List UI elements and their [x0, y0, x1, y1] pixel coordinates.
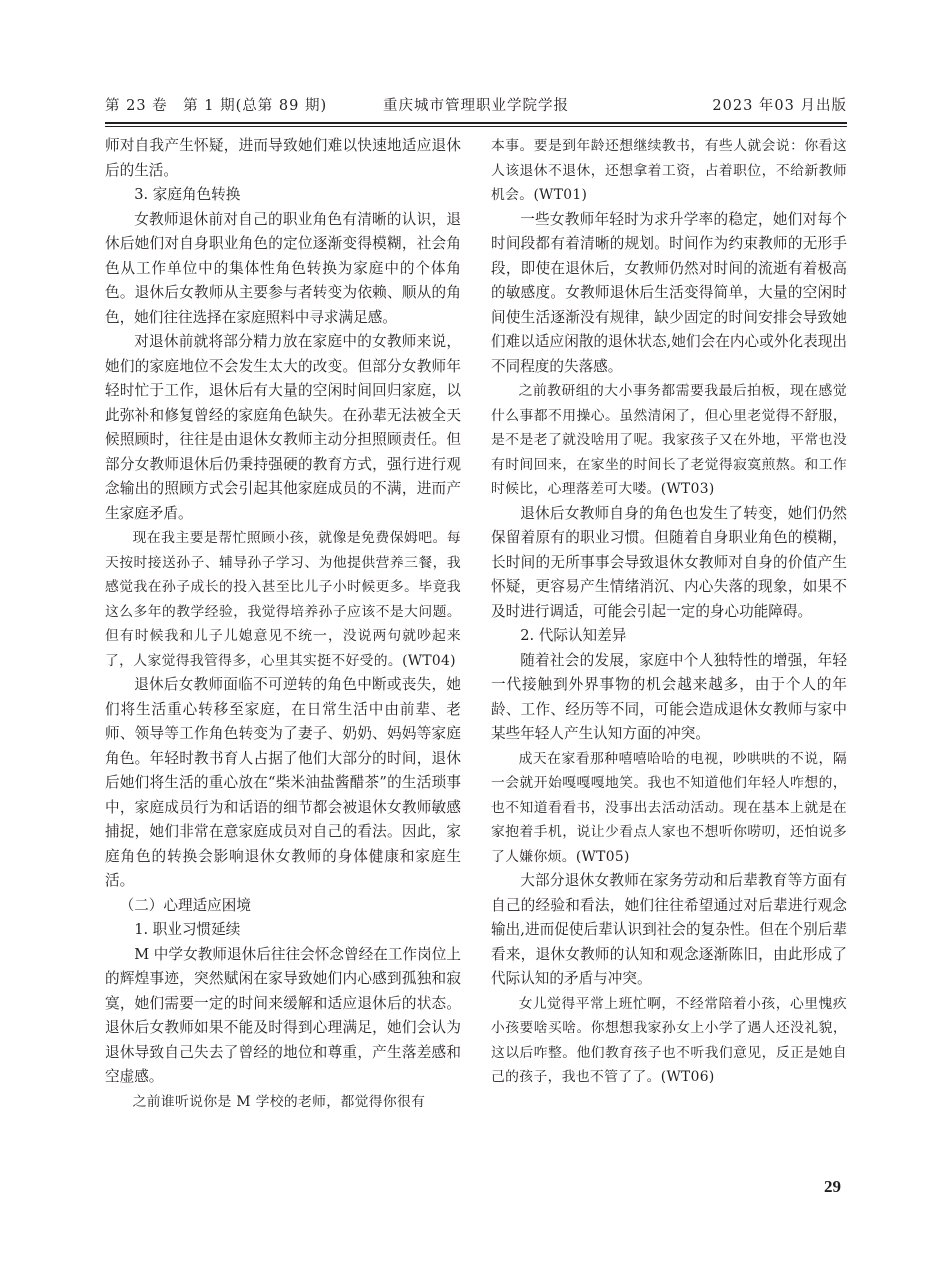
- header-volume-issue: 第 23 卷 第 1 期(总第 89 期): [105, 98, 328, 114]
- header-journal-title: 重庆城市管理职业学院学报: [383, 98, 569, 114]
- paragraph: 大部分退休女教师在家务劳动和后辈教育等方面有自己的经验和看法，她们往往希望通过对后辈进行观念输出,进而促使后辈认识到社会的复杂性。但在个别后辈看来，退休女教师的认知和观念逐渐陈旧，由此形成了代际认知的矛盾与冲突。: [491, 872, 847, 987]
- interview-quote-wt04: 现在我主要是帮忙照顾小孩，就像是免费保姆吧。每天按时接送孙子、辅导孙子学习、为他提供营养三餐，我感觉我在孙子成长的投入甚至比儿子小时候更多。毕竟我这么多年的教学经验，我觉得培养孙子应该不是大问题。但有时候我和儿子儿媳意见不统一，没说两句就吵起来了，人家觉得我管得多，心里其实挺不好受的。(WT04): [105, 530, 461, 669]
- interview-quote-wt05: 成天在家看那种嘻嘻哈哈的电视，吵哄哄的不说，隔一会就开始嘎嘎嘎地笑。我也不知道他们年轻人咋想的，也不知道看看书，没事出去活动活动。现在基本上就是在家抱着手机，说让少看点人家也不想听你唠叨，还怕说多了人嫌你烦。(WT05): [491, 750, 847, 865]
- header-rule-thick: [105, 122, 847, 124]
- paragraph: 一些女教师年轻时为求升学率的稳定，她们对每个时间段都有着清晰的规划。时间作为约束教师的无形手段，即使在退休后，女教师仍然对时间的流逝有着极高的敏感度。女教师退休后生活变得简单，大量的空闲时间使生活逐渐没有规律，缺少固定的时间安排会导致她们难以适应闲散的退休状态,她们会在内心或外化表现出不同程度的失落感。: [491, 210, 847, 375]
- page-number: 29: [824, 1177, 841, 1196]
- section-heading-psychological: （二）心理适应困境: [119, 896, 251, 914]
- left-column: [105, 134, 461, 1114]
- header-publication-date: 2023 年03 月出版: [712, 98, 847, 114]
- subsection-heading-career-habit: 1. 职业习惯延续: [134, 921, 241, 938]
- running-header: [105, 92, 847, 118]
- paragraph: 女教师退休前对自己的职业角色有清晰的认识，退休后她们对自身职业角色的定位逐渐变得模糊，社会角色从工作单位中的集体性角色转换为家庭中的个体角色。退休后女教师从主要参与者转变为依赖、顺从的角色，她们往往选择在家庭照料中寻求满足感。: [105, 210, 461, 326]
- paragraph-continuation: 师对自我产生怀疑，进而导致她们难以快速地适应退休后的生活。: [105, 137, 461, 179]
- header-rule-thin: [105, 126, 847, 127]
- interview-quote-wt01-end: 本事。要是到年龄还想继续教书，有些人就会说：你看这人该退休不退休，还想拿着工资，占着职位，不给新教师机会。(WT01): [491, 138, 847, 203]
- interview-quote-wt01-start: 之前谁听说你是 M 学校的老师，都觉得你很有: [132, 1093, 426, 1110]
- subsection-heading-family-role: 3. 家庭角色转换: [134, 186, 241, 203]
- paragraph: 退休后女教师面临不可逆转的角色中断或丧失，她们将生活重心转移至家庭，在日常生活中由前辈、老师、领导等工作角色转变为了妻子、奶奶、妈妈等家庭角色。年轻时教书育人占据了他们大部分的时间，退休后她们将生活的重心放在“柴米油盐酱醋茶”的生活琐事中，家庭成员行为和话语的细节都会被退休女教师敏感捕捉，她们非常在意家庭成员对自己的看法。因此，家庭角色的转换会影响退休女教师的身体健康和家庭生活。: [105, 676, 461, 889]
- subsection-heading-generation-gap: 2. 代际认知差异: [520, 627, 627, 644]
- interview-quote-wt03: 之前教研组的大小事务都需要我最后拍板，现在感觉什么事都不用操心。虽然清闲了，但心里老觉得不舒服，是不是老了就没啥用了呢。我家孩子又在外地，平常也没有时间回来，在家坐的时间长了老觉得寂寞煎熬。和工作时候比，心理落差可大喽。(WT03): [491, 383, 847, 497]
- paragraph: 对退休前就将部分精力放在家庭中的女教师来说，她们的家庭地位不会发生太大的改变。但部分女教师年轻时忙于工作，退休后有大量的空闲时间回归家庭，以此弥补和修复曾经的家庭角色缺失。在孙辈无法被全天候照顾时，往往是由退休女教师主动分担照顾责任。但部分女教师退休后仍秉持强硬的教育方式，强行进行观念输出的照顾方式会引起其他家庭成员的不满，进而产生家庭矛盾。: [105, 333, 461, 522]
- paragraph: M 中学女教师退休后往往会怀念曾经在工作岗位上的辉煌事迹，突然赋闲在家导致她们内心感到孤独和寂寞，她们需要一定的时间来缓解和适应退休后的状态。退休后女教师如果不能及时得到心理满足，她们会认为退休导致自己失去了曾经的地位和尊重，产生落差感和空虚感。: [105, 945, 461, 1085]
- right-column: [491, 134, 847, 1090]
- interview-quote-wt06: 女儿觉得平常上班忙啊，不经常陪着小孩，心里愧疚小孩要啥买啥。你想想我家孙女上小学了遇人还没礼貌，这以后咋整。他们教育孩子也不听我们意见，反正是她自己的孩子，我也不管了了。(WT06): [491, 995, 847, 1085]
- paragraph: 退休后女教师自身的角色也发生了转变，她们仍然保留着原有的职业习惯。但随着自身职业角色的模糊，长时间的无所事事会导致退休女教师对自身的价值产生怀疑，更容易产生情绪消沉、内心失落的现象，如果不及时进行调适，可能会引起一定的身心功能障碍。: [491, 504, 847, 620]
- paragraph: 随着社会的发展，家庭中个人独特性的增强，年轻一代接触到外界事物的机会越来越多，由于个人的年龄、工作、经历等不同，可能会造成退休女教师与家中某些年轻人产生认知方面的冲突。: [491, 651, 847, 742]
